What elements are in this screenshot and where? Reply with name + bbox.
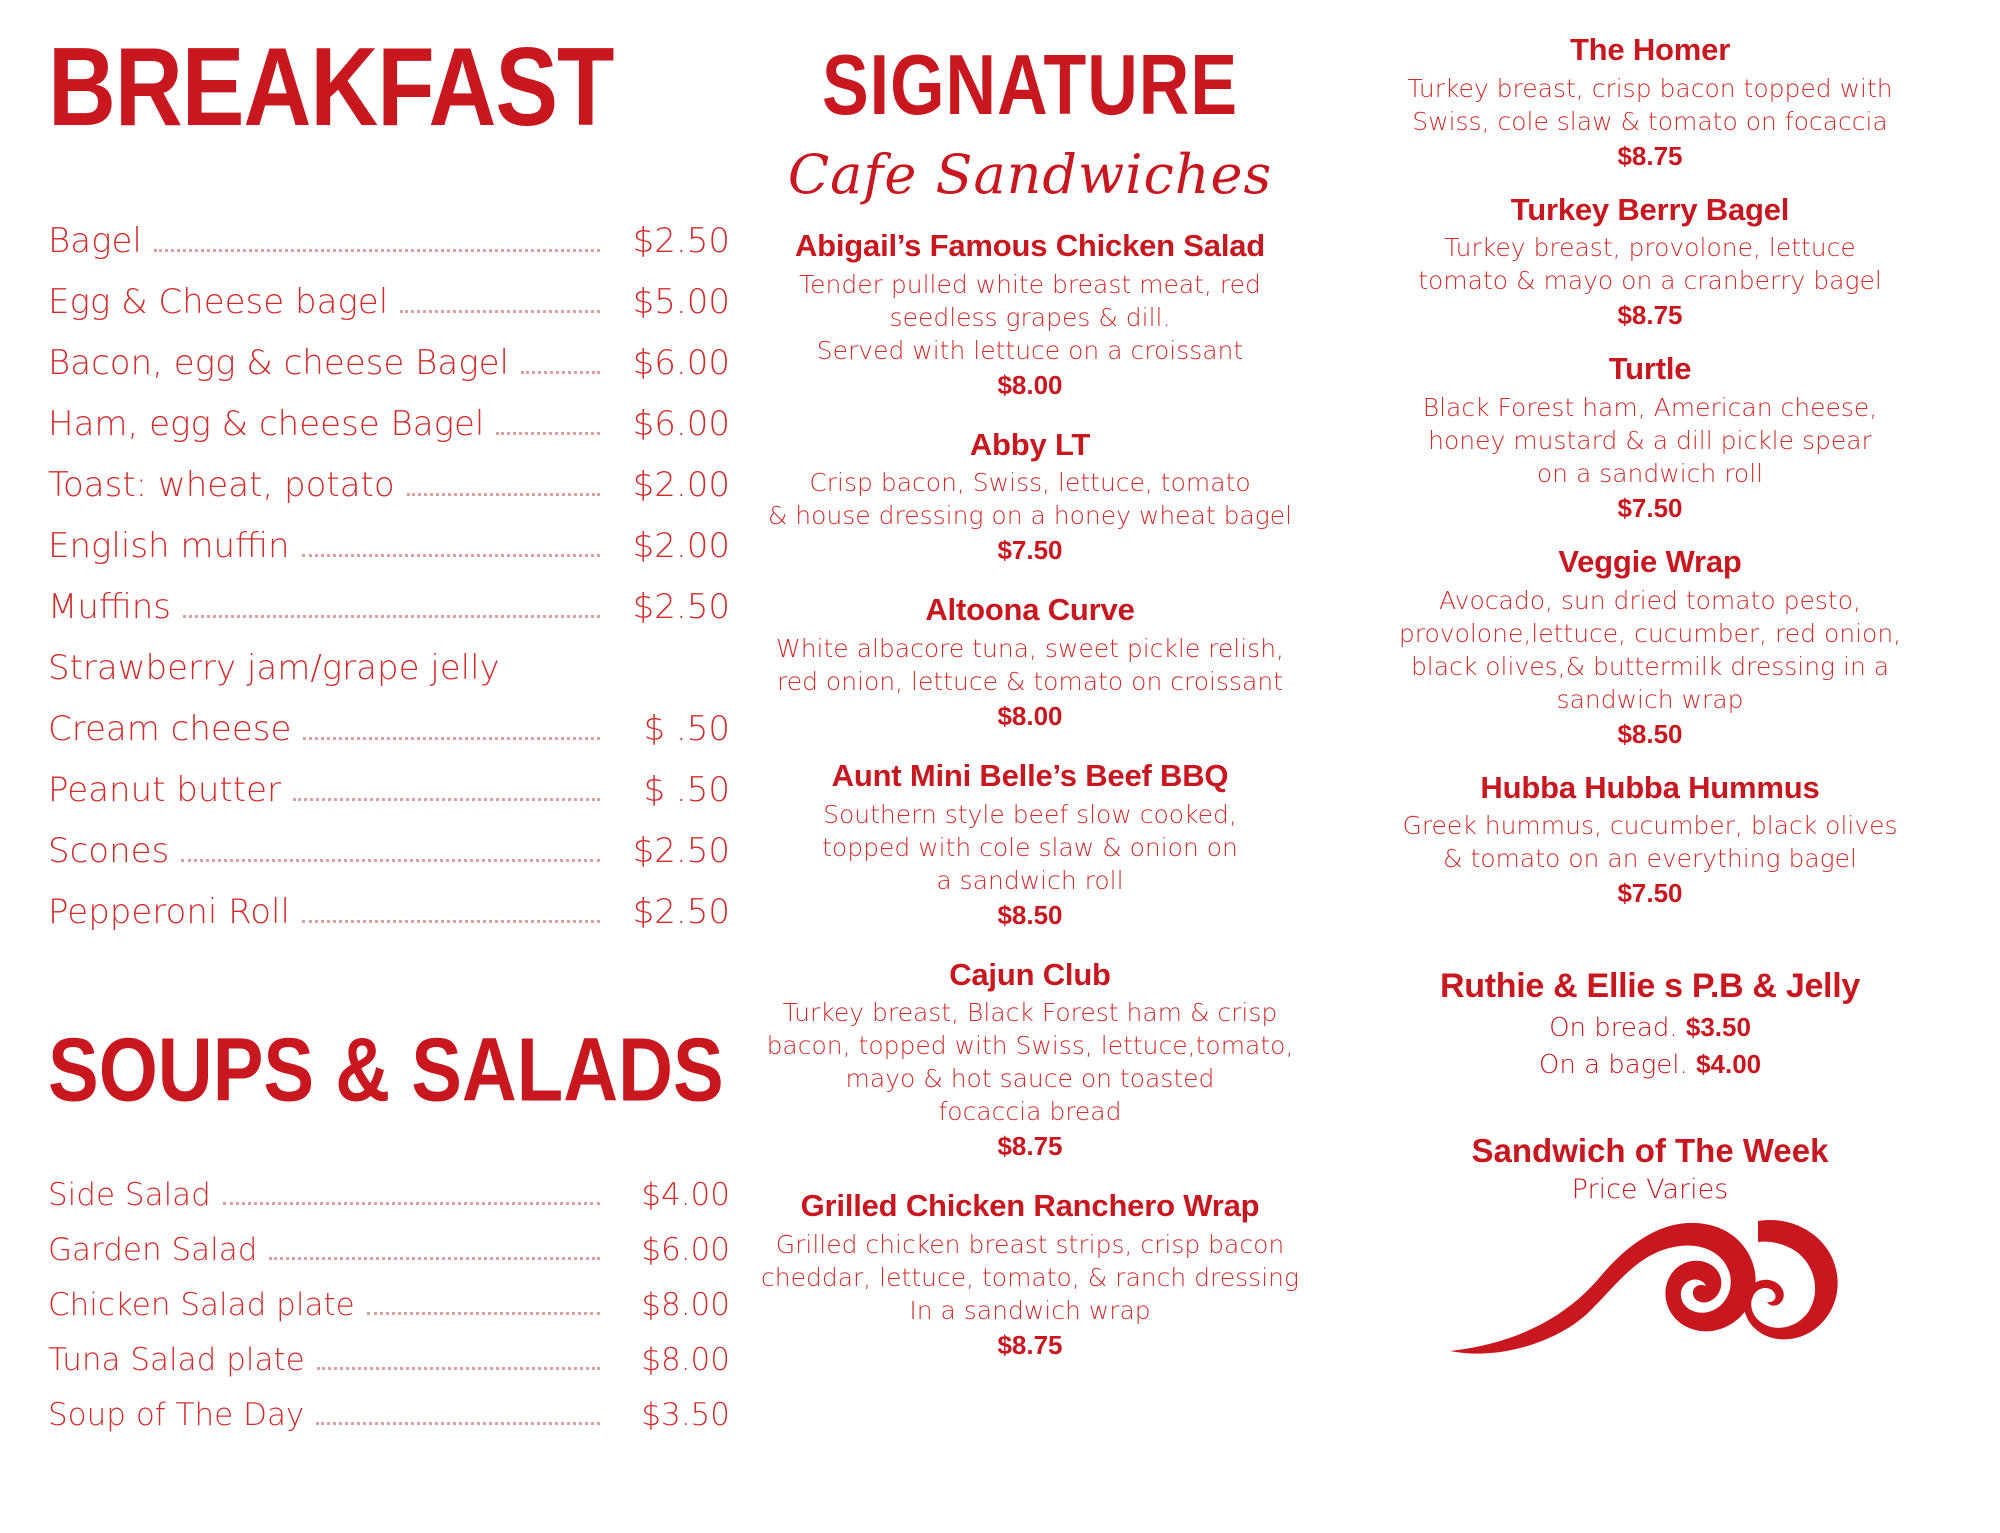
- soups-price: $3.50: [641, 1397, 730, 1433]
- breakfast-row: [48, 587, 730, 627]
- sandwich-item-name: The Homer: [1569, 32, 1731, 67]
- breakfast-row: [48, 221, 730, 261]
- sandwich-item-price: $8.75: [1617, 140, 1683, 171]
- breakfast-name: Bacon, egg & cheese Bagel: [48, 343, 509, 383]
- soups-price: $6.00: [641, 1232, 730, 1268]
- sandwich-item-description: Turkey breast, provolone, lettuce tomato & mayo on a cranberry bagel: [1418, 233, 1882, 296]
- breakfast-price: $2.50: [632, 831, 730, 871]
- signature-item: [740, 957, 1320, 1163]
- right-item-list: [1336, 32, 1964, 909]
- signature-item-name: Abby LT: [969, 426, 1091, 462]
- leader-dots: [293, 797, 600, 801]
- pb-bagel-price: $4.00: [1696, 1049, 1762, 1080]
- breakfast-price: $6.00: [632, 404, 730, 444]
- leader-dots: [367, 1311, 600, 1315]
- breakfast-name: Muffins: [48, 587, 172, 627]
- pb-and-jelly-block: [1336, 967, 1964, 1080]
- breakfast-price: $2.00: [632, 465, 730, 505]
- breakfast-name: English muffin: [48, 526, 290, 566]
- leader-dots: [303, 736, 600, 740]
- signature-item-name: Grilled Chicken Ranchero Wrap: [800, 1188, 1260, 1224]
- breakfast-name: Peanut butter: [48, 770, 281, 810]
- leader-dots: [223, 1201, 600, 1205]
- signature-item-description: Crisp bacon, Swiss, lettuce, tomato & house dressing on a honey wheat bagel: [767, 468, 1293, 531]
- signature-item-price: $8.50: [997, 899, 1063, 930]
- sandwich-item-description: Turkey breast, crisp bacon topped with Swiss, cole slaw & tomato on focaccia: [1407, 73, 1893, 136]
- signature-item: [740, 1188, 1320, 1361]
- breakfast-price: $6.00: [632, 343, 730, 383]
- signature-item: [740, 228, 1320, 401]
- soups-name: Chicken Salad plate: [48, 1287, 355, 1323]
- sandwich-of-the-week-title: Sandwich of The Week: [1471, 1132, 1829, 1170]
- sandwich-item-price: $8.75: [1617, 300, 1683, 331]
- leader-dots: [316, 1421, 600, 1425]
- sandwich-item-description: Black Forest ham, American cheese, honey mustard & a dill pickle spear on a sandwich roll: [1422, 392, 1878, 488]
- leader-dots: [302, 553, 601, 557]
- signature-heading: SIGNATURE: [821, 37, 1239, 133]
- swirl-flourish-icon: [1336, 1211, 1964, 1361]
- breakfast-price: $2.50: [632, 221, 730, 261]
- soups-name: Tuna Salad plate: [48, 1342, 305, 1378]
- soups-row: [48, 1177, 730, 1213]
- signature-item-price: $7.50: [997, 535, 1063, 566]
- sandwiches-continued-column: [1330, 24, 1970, 1523]
- leader-dots: [317, 1366, 600, 1370]
- breakfast-name: Cream cheese: [48, 709, 292, 749]
- breakfast-row: [48, 709, 730, 749]
- breakfast-heading: BREAKFAST: [48, 24, 614, 149]
- breakfast-row: [48, 404, 730, 444]
- leader-dots: [407, 492, 600, 496]
- leader-dots: [400, 309, 600, 313]
- sandwich-item-description: Greek hummus, cucumber, black olives & tomato on an everything bagel: [1402, 811, 1898, 874]
- signature-item: [740, 427, 1320, 567]
- pb-bread-price: $3.50: [1685, 1012, 1751, 1043]
- breakfast-name: Ham, egg & cheese Bagel: [48, 404, 485, 444]
- signature-item-description: Tender pulled white breast meat, red seedless grapes & dill. Served with lettuce on a croissant: [799, 269, 1261, 365]
- signature-item-description: Southern style beef slow cooked, topped with cole slaw & onion on a sandwich roll: [822, 799, 1238, 895]
- soups-row: [48, 1342, 730, 1378]
- sandwich-item-name: Turtle: [1608, 351, 1692, 387]
- breakfast-name: Bagel: [48, 221, 142, 261]
- soups-price: $8.00: [641, 1342, 730, 1378]
- breakfast-name: Strawberry jam/grape jelly: [48, 648, 500, 688]
- leader-dots: [512, 678, 600, 679]
- signature-item-description: Turkey breast, Black Forest ham & crisp bacon, topped with Swiss, lettuce,tomato, mayo & hot sauce on toasted focaccia bread: [766, 998, 1294, 1127]
- breakfast-name: Egg & Cheese bagel: [48, 282, 389, 322]
- soups-name: Side Salad: [48, 1177, 211, 1213]
- leader-dots: [181, 858, 600, 862]
- breakfast-price: $2.00: [632, 526, 730, 566]
- signature-item-name: Aunt Mini Belle’s Beef BBQ: [831, 757, 1229, 793]
- breakfast-row: [48, 648, 730, 688]
- sandwich-item-name: Turkey Berry Bagel: [1510, 191, 1790, 227]
- soups-price: $8.00: [641, 1287, 730, 1323]
- pb-and-jelly-bagel-line: [1336, 1049, 1964, 1080]
- leader-dots: [521, 370, 600, 374]
- pb-and-jelly-bread-line: [1336, 1012, 1964, 1043]
- signature-item-price: $8.00: [997, 369, 1063, 400]
- sandwich-item-price: $7.50: [1617, 492, 1683, 523]
- sandwich-of-the-week-price: Price Varies: [1571, 1174, 1729, 1206]
- breakfast-row: [48, 770, 730, 810]
- soups-row: [48, 1397, 730, 1433]
- breakfast-row: [48, 526, 730, 566]
- breakfast-row: [48, 892, 730, 932]
- breakfast-row: [48, 831, 730, 871]
- leader-dots: [496, 431, 600, 435]
- breakfast-column: [30, 24, 730, 1523]
- soups-price-list: [48, 1177, 730, 1433]
- signature-item-description: White albacore tuna, sweet pickle relish, red onion, lettuce & tomato on croissant: [775, 633, 1284, 696]
- breakfast-row: [48, 343, 730, 383]
- signature-item-name: Abigail’s Famous Chicken Salad: [794, 228, 1266, 263]
- signature-sandwiches-column: [730, 24, 1330, 1523]
- signature-item-description: Grilled chicken breast strips, crisp bacon cheddar, lettuce, tomato, & ranch dressing In a sandwich wrap: [760, 1229, 1299, 1325]
- signature-item-price: $8.75: [997, 1131, 1063, 1162]
- pb-bread-label: On bread.: [1549, 1013, 1678, 1044]
- sandwich-item-price: $7.50: [1617, 878, 1683, 909]
- sandwich-of-the-week-block: [1336, 1132, 1964, 1361]
- leader-dots: [183, 614, 600, 618]
- breakfast-name: Pepperoni Roll: [48, 892, 290, 932]
- soups-row: [48, 1287, 730, 1323]
- sandwich-item: [1336, 192, 1964, 332]
- pb-bagel-label: On a bagel.: [1538, 1050, 1688, 1081]
- breakfast-name: Scones: [48, 831, 170, 871]
- breakfast-row: [48, 465, 730, 505]
- sandwich-item: [1336, 32, 1964, 172]
- signature-item: [740, 592, 1320, 732]
- soups-price: $4.00: [641, 1177, 730, 1213]
- soups-row: [48, 1232, 730, 1268]
- sandwich-item-description: Avocado, sun dried tomato pesto, provolone,lettuce, cucumber, red onion, black olives,& buttermilk dressing in a sandwich wrap: [1398, 585, 1902, 714]
- sandwich-item: [1336, 770, 1964, 910]
- leader-dots: [154, 248, 600, 252]
- breakfast-price: $ .50: [643, 709, 730, 749]
- signature-item-name: Cajun Club: [949, 956, 1111, 992]
- soups-name: Soup of The Day: [48, 1397, 305, 1433]
- leader-dots: [269, 1256, 600, 1260]
- soups-name: Garden Salad: [48, 1232, 258, 1268]
- signature-item-name: Altoona Curve: [925, 592, 1135, 628]
- sandwich-item: [1336, 351, 1964, 524]
- sandwich-item: [1336, 544, 1964, 750]
- breakfast-price: $ .50: [643, 770, 730, 810]
- breakfast-price: $2.50: [632, 587, 730, 627]
- sandwich-item-price: $8.50: [1617, 718, 1683, 749]
- signature-item-price: $8.75: [997, 1329, 1063, 1360]
- signature-item: [740, 758, 1320, 931]
- sandwich-item-name: Veggie Wrap: [1558, 543, 1742, 579]
- breakfast-price: $2.50: [632, 892, 730, 932]
- breakfast-price-list: [48, 221, 730, 932]
- breakfast-price: $5.00: [632, 282, 730, 322]
- breakfast-row: [48, 282, 730, 322]
- sandwich-item-name: Hubba Hubba Hummus: [1480, 769, 1820, 805]
- signature-subheading: Cafe Sandwiches: [787, 143, 1273, 206]
- soups-salads-heading: SOUPS & SALADS: [48, 1020, 724, 1121]
- leader-dots: [302, 919, 600, 923]
- pb-and-jelly-name: Ruthie & Ellie s P.B & Jelly: [1440, 967, 1860, 1006]
- signature-item-price: $8.00: [997, 700, 1063, 731]
- signature-item-list: [740, 228, 1320, 1361]
- breakfast-name: Toast: wheat, potato: [48, 465, 395, 505]
